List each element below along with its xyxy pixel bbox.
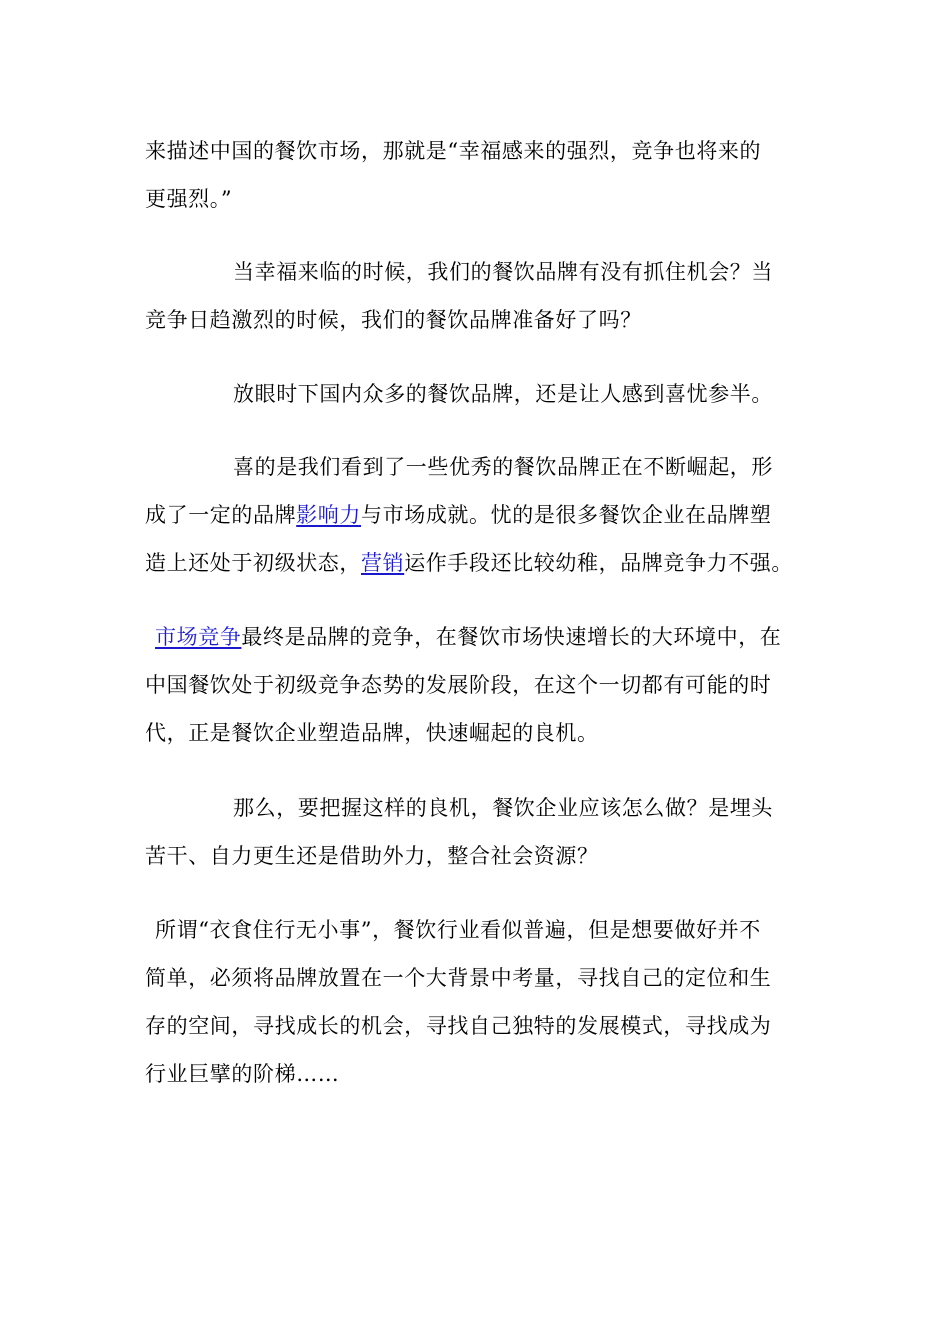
paragraph-7-line-3: 存的空间，寻找成长的机会，寻找自己独特的发展模式，寻找成为 bbox=[145, 1014, 772, 1038]
paragraph-3 bbox=[145, 370, 810, 418]
paragraph-4-line-2 bbox=[145, 491, 810, 539]
paragraph-5-line-3: 代，正是餐饮企业塑造品牌，快速崛起的良机。 bbox=[145, 721, 599, 745]
paragraph-5-line-1 bbox=[145, 613, 810, 661]
paragraph-2 bbox=[145, 248, 810, 344]
paragraph-4-line-1: 喜的是我们看到了一些优秀的餐饮品牌正在不断崛起，形 bbox=[233, 455, 773, 479]
paragraph-4-line-2-text-b: 与市场成就。忧的是很多餐饮企业在品牌塑 bbox=[361, 503, 772, 527]
link-market-competition[interactable]: 市场竞争 bbox=[155, 625, 242, 649]
link-influence[interactable]: 影响力 bbox=[296, 503, 362, 527]
paragraph-5 bbox=[145, 613, 810, 757]
paragraph-2-line-1: 当幸福来临的时候，我们的餐饮品牌有没有抓住机会？当 bbox=[233, 260, 773, 284]
paragraph-7-line-4: 行业巨擘的阶梯…… bbox=[145, 1062, 340, 1086]
paragraph-4-line-3-text-b: 运作手段还比较幼稚，品牌竞争力不强。 bbox=[404, 551, 794, 575]
paragraph-5-line-1-text-b: 最终是品牌的竞争，在餐饮市场快速增长的大环境中，在 bbox=[241, 625, 782, 649]
paragraph-6-line-1: 那么，要把握这样的良机，餐饮企业应该怎么做？是埋头 bbox=[233, 796, 773, 820]
paragraph-5-line-2: 中国餐饮处于初级竞争态势的发展阶段，在这个一切都有可能的时 bbox=[145, 673, 772, 697]
paragraph-4-line-2-text-a: 成了一定的品牌 bbox=[145, 503, 297, 527]
link-marketing[interactable]: 营销 bbox=[361, 551, 405, 575]
paragraph-7-line-1: 所谓“衣食住行无小事”，餐饮行业看似普遍，但是想要做好并不 bbox=[155, 918, 761, 942]
paragraph-4-line-3-text-a: 造上还处于初级状态， bbox=[145, 551, 361, 575]
paragraph-2-line-2: 竞争日趋激烈的时候，我们的餐饮品牌准备好了吗？ bbox=[145, 308, 642, 332]
paragraph-6-line-2: 苦干、自力更生还是借助外力，整合社会资源？ bbox=[145, 844, 599, 868]
paragraph-7 bbox=[145, 906, 810, 1098]
paragraph-1-line-1: 来描述中国的餐饮市场，那就是“幸福感来的强烈，竞争也将来的 bbox=[145, 139, 762, 163]
paragraph-1-line-2: 更强烈。” bbox=[145, 187, 233, 211]
paragraph-3-line-1: 放眼时下国内众多的餐饮品牌，还是让人感到喜忧参半。 bbox=[233, 382, 773, 406]
paragraph-1 bbox=[145, 127, 810, 223]
paragraph-6 bbox=[145, 784, 810, 880]
paragraph-4-line-3 bbox=[145, 539, 810, 587]
paragraph-7-line-2: 简单，必须将品牌放置在一个大背景中考量，寻找自己的定位和生 bbox=[145, 966, 772, 990]
paragraph-4 bbox=[145, 443, 810, 587]
